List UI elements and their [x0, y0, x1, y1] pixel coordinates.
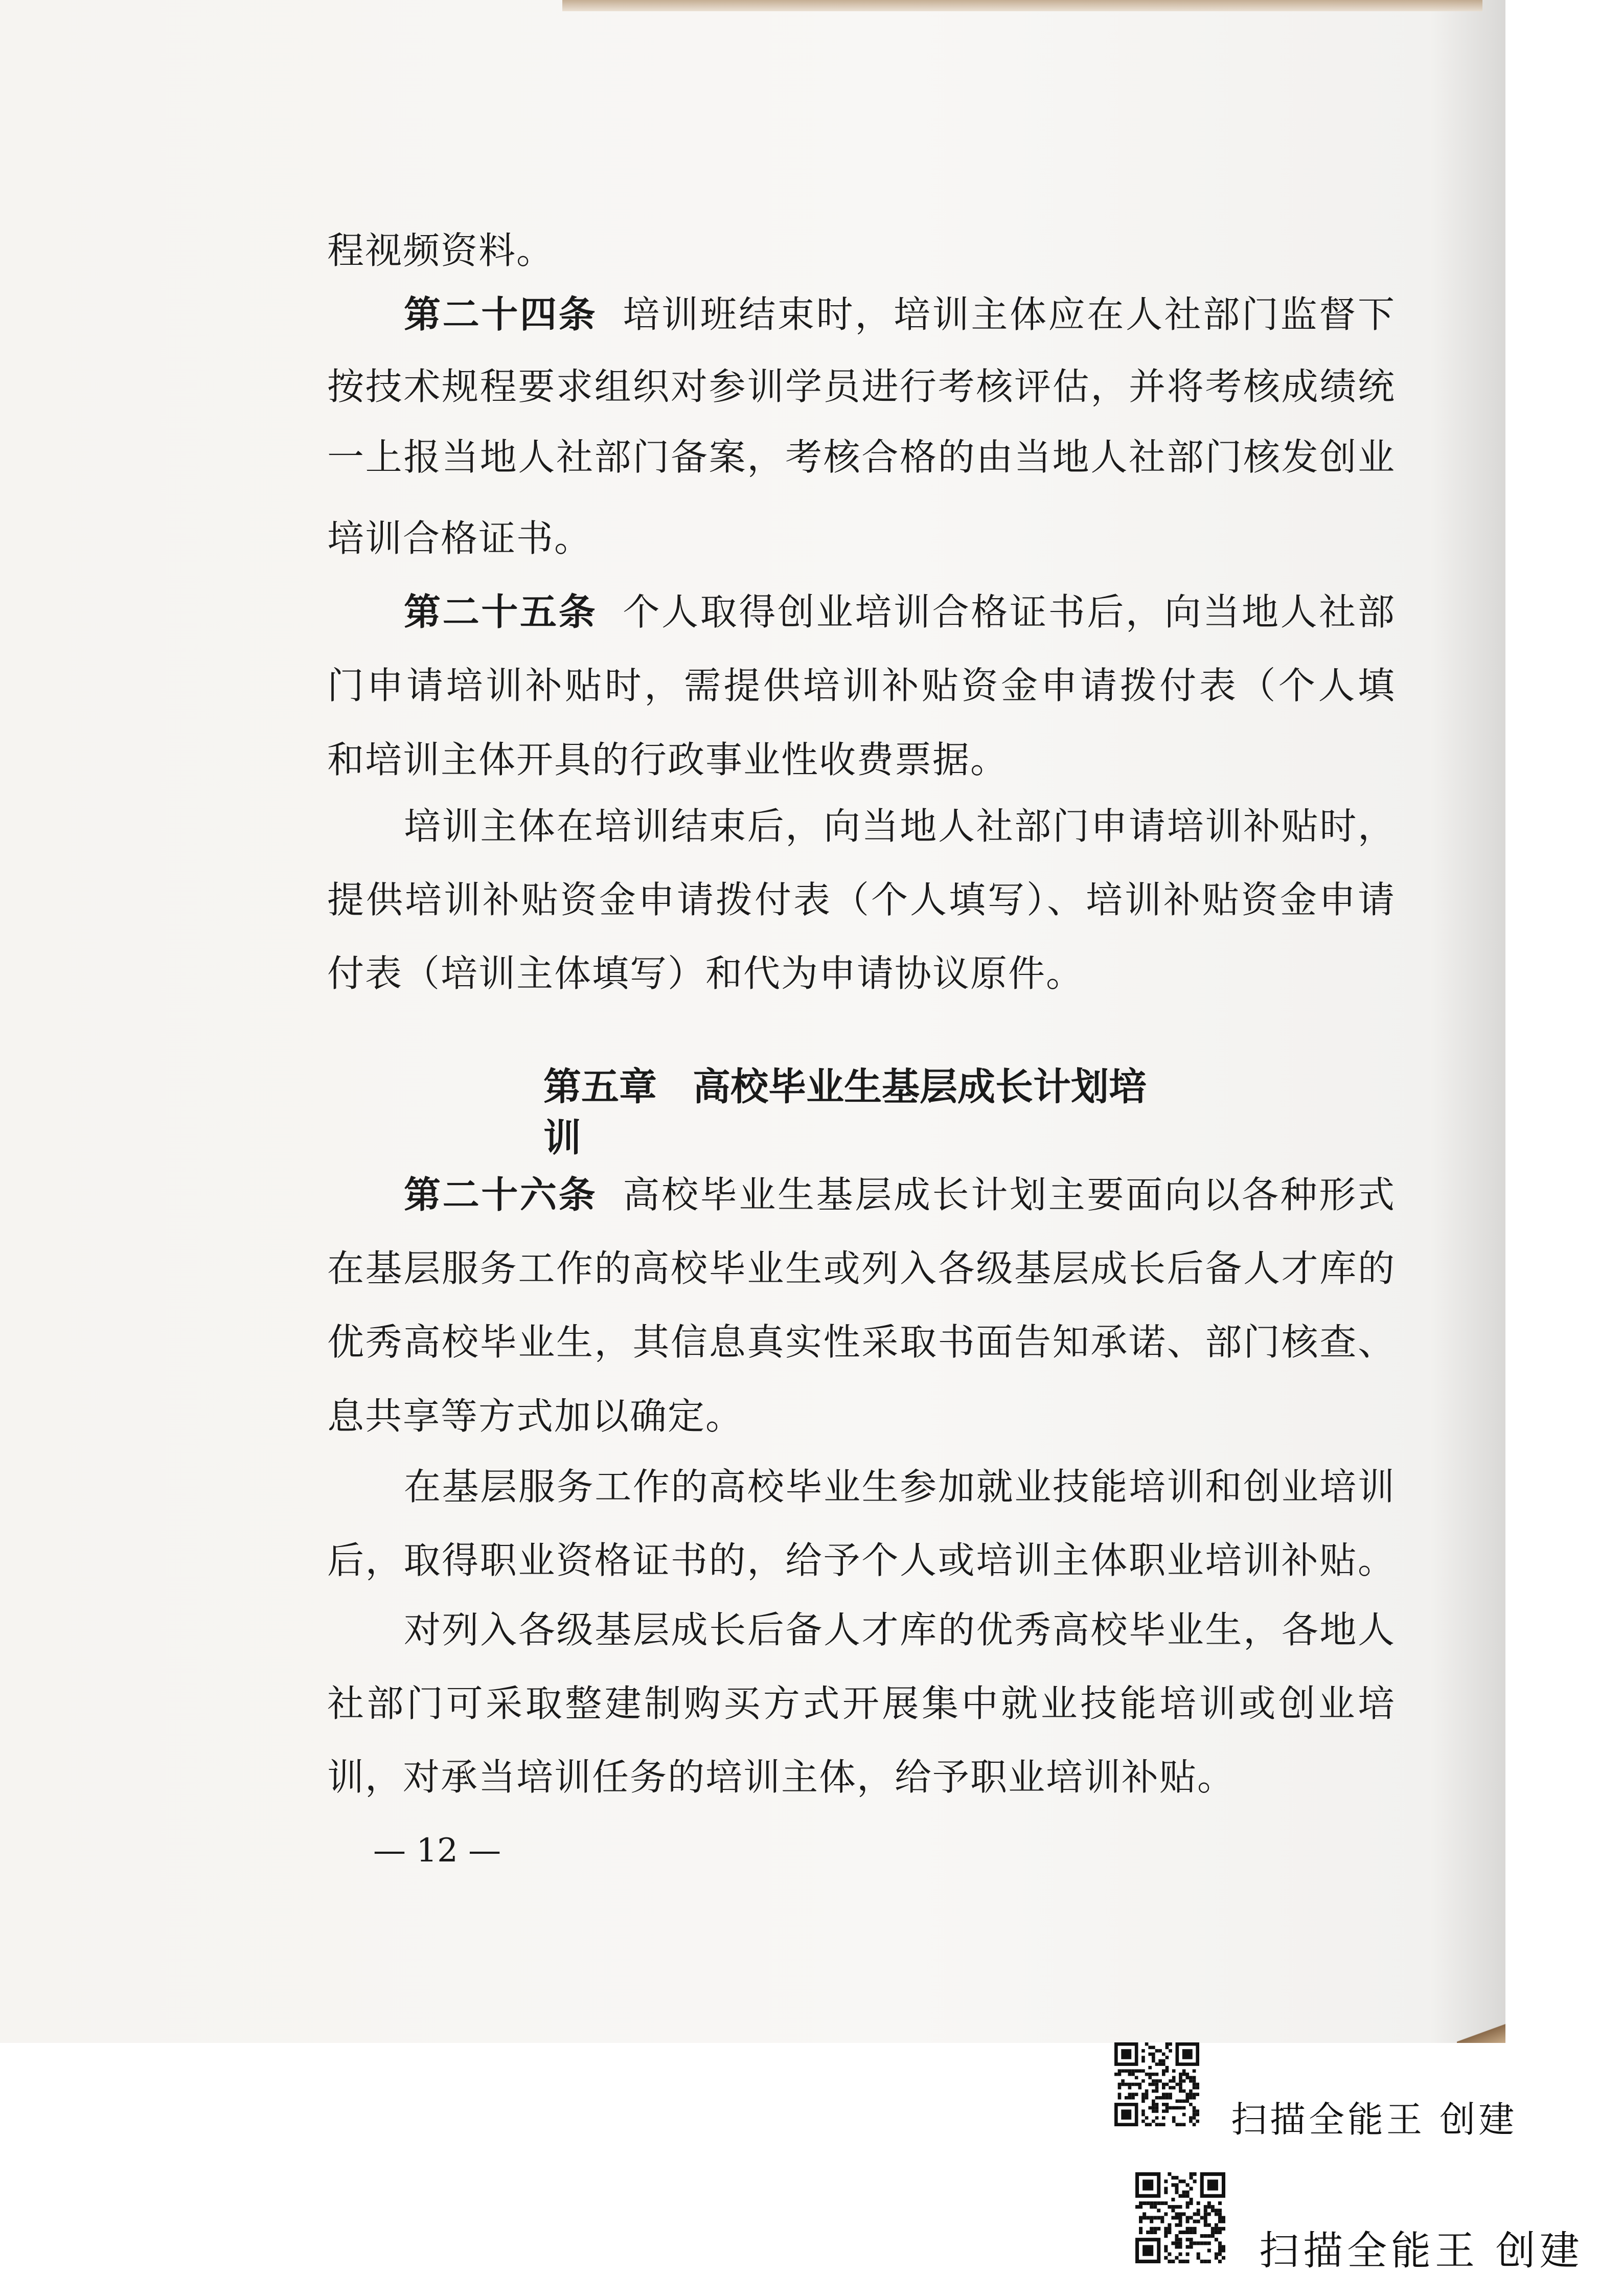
paragraph-line	[327, 225, 1396, 276]
line-text: 在基层服务工作的高校毕业生或列入各级基层成长后备人才库的	[327, 1247, 1396, 1290]
article-number: 第二十四条	[404, 293, 598, 336]
line-text: 社部门可采取整建制购买方式开展集中就业技能培训或创业培	[327, 1682, 1396, 1725]
line-text: 和培训主体开具的行政事业性收费票据。	[327, 738, 1009, 781]
article-paragraph-line	[404, 1169, 1396, 1220]
chapter-heading	[543, 1061, 1177, 1164]
line-text: 高校毕业生基层成长计划主要面向以各种形式	[623, 1173, 1396, 1216]
paragraph-line	[327, 734, 1396, 785]
line-text: 优秀高校毕业生，其信息真实性采取书面告知承诺、部门核查、	[327, 1321, 1396, 1363]
article-number: 第二十五条	[404, 590, 598, 633]
chapter-title: 高校毕业生基层成长计划培训	[543, 1065, 1147, 1160]
line-text: 门申请培训补贴时，需提供培训补贴资金申请拨付表（个人填	[327, 664, 1396, 707]
paragraph-line	[327, 948, 1396, 999]
watermark-text: 扫描全能王 创建	[1259, 2228, 1584, 2274]
paragraph-line	[327, 1243, 1396, 1294]
line-text: 培训合格证书。	[327, 517, 592, 560]
line-text: 程视频资料。	[327, 229, 555, 272]
paragraph-line	[327, 1752, 1396, 1803]
paragraph-line	[327, 874, 1396, 925]
article-paragraph-line	[404, 289, 1396, 340]
line-text: 付表（培训主体填写）和代为申请协议原件。	[327, 952, 1084, 995]
paragraph-line	[404, 801, 1396, 852]
paragraph-line	[327, 1391, 1396, 1442]
line-text: 对列入各级基层成长后备人才库的优秀高校毕业生，各地人	[404, 1608, 1396, 1651]
paragraph-line	[327, 513, 1396, 564]
article-number: 第二十六条	[404, 1173, 598, 1216]
line-text: 按技术规程要求组织对参训学员进行考核评估，并将考核成绩统	[327, 365, 1396, 408]
line-text: 后，取得职业资格证书的，给予个人或培训主体职业培训补贴。	[327, 1539, 1396, 1582]
paragraph-line	[404, 1604, 1396, 1655]
line-text: 训，对承当培训任务的培训主体，给予职业培训补贴。	[327, 1756, 1236, 1799]
paragraph-line	[327, 660, 1396, 711]
paragraph-line	[327, 1535, 1396, 1586]
line-text: 在基层服务工作的高校毕业生参加就业技能培训和创业培训	[404, 1465, 1396, 1508]
line-text: 培训主体在培训结束后，向当地人社部门申请培训补贴时，	[404, 805, 1396, 848]
line-text: 培训班结束时，培训主体应在人社部门监督下	[623, 293, 1396, 336]
paragraph-line	[327, 1678, 1396, 1729]
qr-code-icon	[1135, 2172, 1225, 2265]
paragraph-line	[404, 1461, 1396, 1512]
line-text: 息共享等方式加以确定。	[327, 1395, 744, 1438]
article-paragraph-line	[404, 586, 1396, 638]
line-text: 提供培训补贴资金申请拨付表（个人填写）、培训补贴资金申请	[327, 878, 1396, 921]
page-number: — 12 —	[373, 1832, 501, 1870]
paragraph-line	[327, 361, 1396, 412]
watermark-text: 扫描全能王 创建	[1231, 2099, 1518, 2141]
page-curled-corner	[1457, 2022, 1505, 2043]
page-top-edge	[562, 0, 1482, 11]
line-text: 个人取得创业培训合格证书后，向当地人社部	[623, 590, 1396, 633]
paragraph-line	[327, 1316, 1396, 1368]
chapter-number: 第五章	[543, 1065, 657, 1109]
paragraph-line	[327, 431, 1396, 483]
line-text: 一上报当地人社部门备案，考核合格的由当地人社部门核发创业	[327, 436, 1396, 479]
qr-code-icon	[1114, 2042, 1199, 2128]
